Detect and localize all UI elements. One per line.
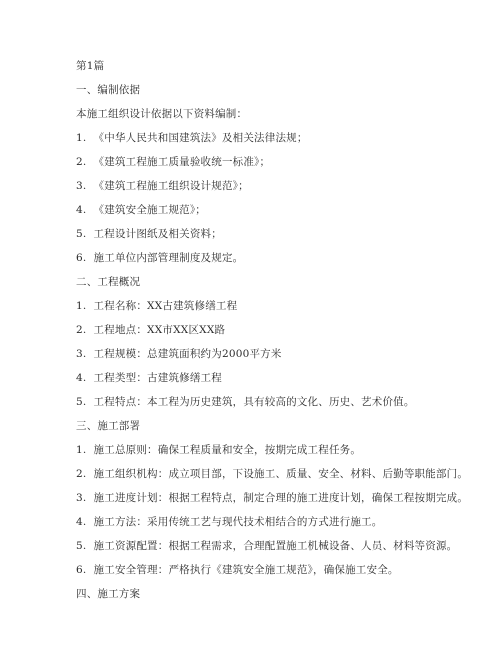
list-item-number: 1. (76, 444, 87, 456)
list-item (76, 371, 222, 385)
list-item-number: 3. (76, 180, 87, 192)
list-item-number: 5. (76, 396, 87, 408)
list-item-text: 施工进度计划：根据工程特点，制定合理的施工进度计划，确保工程按期完成。 (93, 492, 469, 504)
list-item (76, 347, 282, 361)
list-item-text: 施工方法：采用传统工艺与现代技术相结合的方式进行施工。 (93, 516, 383, 528)
list-item-text: 工程类型：古建筑修缮工程 (93, 372, 222, 384)
list-item-number: 3. (76, 348, 87, 360)
list-item-text: 工程设计图纸及相关资料； (93, 228, 222, 240)
list-item (76, 299, 237, 313)
list-item-number: 6. (76, 564, 87, 576)
list-item (76, 491, 468, 505)
list-item-number: 2. (76, 156, 87, 168)
list-item-text: 工程地点：XX市XX区XX路 (93, 324, 226, 336)
list-item-number: 1. (76, 132, 87, 144)
section-heading: 一、编制依据 (76, 84, 141, 96)
list-item (76, 539, 457, 553)
list-item (76, 563, 399, 577)
list-item-text: 施工总原则：确保工程质量和安全，按期完成工程任务。 (93, 444, 362, 456)
list-item-text: 《建筑工程施工组织设计规范》； (93, 180, 249, 192)
list-item (76, 203, 206, 217)
list-item-number: 4. (76, 204, 87, 216)
list-item (76, 227, 222, 241)
list-item (76, 467, 468, 481)
part-label: 第1篇 (76, 60, 105, 72)
list-item-text: 《建筑安全施工规范》； (93, 204, 206, 216)
list-item-text: 施工单位内部管理制度及规定。 (93, 252, 244, 264)
section-intro: 本施工组织设计依据以下资料编制： (76, 108, 248, 120)
list-item-text: 施工组织机构：成立项目部，下设施工、质量、安全、材料、后勤等职能部门。 (93, 468, 469, 480)
list-item-text: 《建筑工程施工质量验收统一标准》； (93, 156, 271, 168)
list-item-text: 施工安全管理：严格执行《建筑安全施工规范》，确保施工安全。 (93, 564, 399, 576)
list-item (76, 155, 270, 169)
list-item-number: 3. (76, 492, 87, 504)
list-item-text: 工程特点：本工程为历史建筑，具有较高的文化、历史、艺术价值。 (93, 396, 415, 408)
list-item-number: 5. (76, 228, 87, 240)
list-item-number: 4. (76, 516, 87, 528)
list-item-number: 4. (76, 372, 87, 384)
list-item-number: 5. (76, 540, 87, 552)
list-item-text: 工程规模：总建筑面积约为2000平方米 (93, 348, 282, 360)
list-item-number: 2. (76, 468, 87, 480)
list-item (76, 179, 249, 193)
list-item (76, 395, 415, 409)
list-item-number: 2. (76, 324, 87, 336)
list-item (76, 443, 361, 457)
list-item (76, 131, 308, 145)
section-heading: 三、施工部署 (76, 420, 141, 432)
list-item (76, 323, 225, 337)
section-heading: 二、工程概况 (76, 276, 141, 288)
list-item-text: 施工资源配置：根据工程需求，合理配置施工机械设备、人员、材料等资源。 (93, 540, 458, 552)
list-item-text: 《中华人民共和国建筑法》及相关法律法规； (93, 132, 308, 144)
list-item-number: 1. (76, 300, 87, 312)
section-heading: 四、施工方案 (76, 588, 141, 600)
list-item (76, 515, 382, 529)
list-item-number: 6. (76, 252, 87, 264)
list-item (76, 251, 243, 265)
list-item-text: 工程名称：XX古建筑修缮工程 (93, 300, 238, 312)
